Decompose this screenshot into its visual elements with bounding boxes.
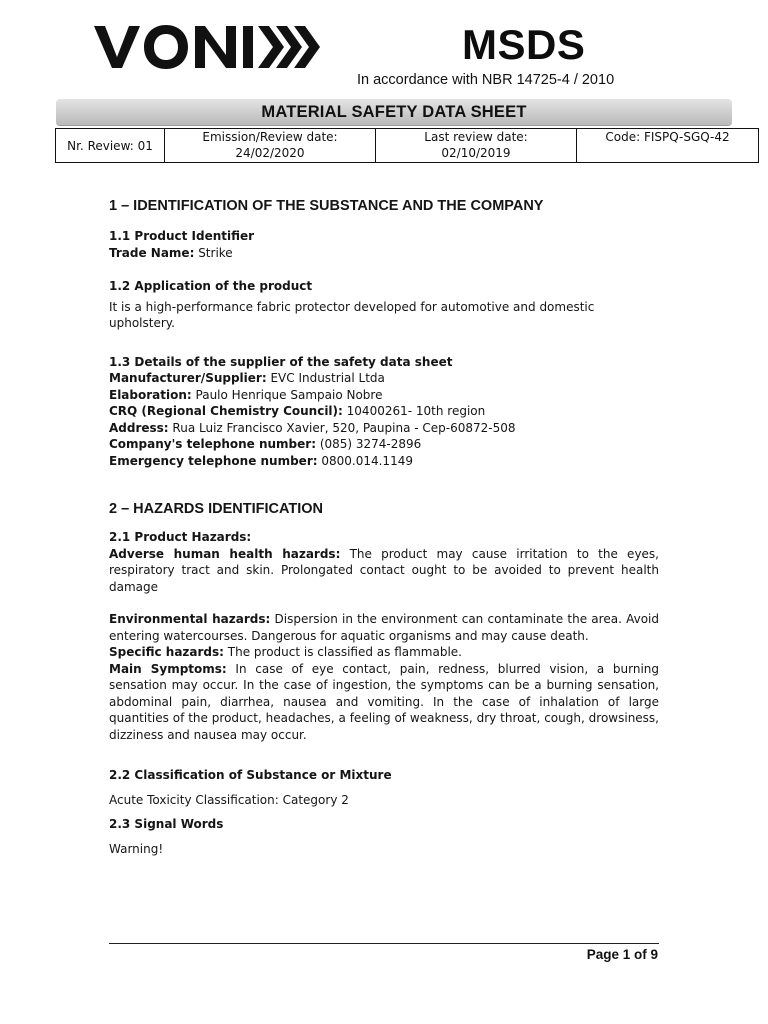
document-title: MSDS (462, 21, 586, 68)
specific-hazards-value: The product is classified as flammable. (223, 645, 462, 659)
address-label: Address: (109, 420, 169, 435)
application-text: It is a high-performance fabric protector developed for automotive and domestic upholstery. (109, 299, 595, 330)
emission-date-label: Emission/Review date: (202, 130, 338, 144)
review-number: Nr. Review: 01 (56, 129, 165, 163)
environmental-hazards-text (109, 611, 659, 644)
elaboration-line (109, 387, 659, 404)
environmental-hazards-value: Dispersion in the environment can contaminate the area. Avoid entering watercourses. Dangerous for aquatic organisms and may cause death. (109, 612, 660, 643)
emergency-phone-label: Emergency telephone number: (109, 453, 318, 468)
trade-name-value: Strike (194, 245, 233, 260)
crq-label: CRQ (Regional Chemistry Council): (109, 404, 343, 418)
company-phone-value: (085) 3274-2896 (316, 437, 422, 451)
specific-hazards-label: Specific hazards: (109, 645, 224, 659)
section-2-heading: 2 – HAZARDS IDENTIFICATION (109, 501, 324, 517)
elaboration-value: Paulo Henrique Sampaio Nobre (191, 387, 383, 402)
adverse-hazards-label: Adverse human health hazards: (109, 546, 341, 561)
document-code: Code: FISPQ-SGQ-42 (577, 129, 759, 163)
address-value: Rua Luiz Francisco Xavier, 520, Paupina - Cep-60872-508 (168, 420, 516, 435)
trade-name-label: Trade Name: (109, 245, 195, 260)
classification-title: 2.2 Classification of Substance or Mixture (109, 768, 392, 782)
classification-text: Acute Toxicity Classification: Category 2 (109, 792, 349, 807)
manufacturer-label: Manufacturer/Supplier: (109, 371, 267, 385)
footer-divider (109, 943, 659, 944)
manufacturer-line (109, 370, 659, 387)
adverse-hazards-text (109, 546, 659, 596)
product-hazards-title: 2.1 Product Hazards: (109, 530, 252, 544)
adverse-hazards-value: The product may cause irritation to the eyes, respiratory tract and skin. Prolongated contact ought to be avoided to prevent health damage (109, 546, 659, 594)
emission-date-cell (165, 129, 376, 163)
section-1-heading: 1 – IDENTIFICATION OF THE SUBSTANCE AND THE COMPANY (109, 198, 544, 214)
last-review-label: Last review date: (424, 130, 528, 144)
document-body (109, 196, 659, 857)
main-symptoms-label: Main Symptoms: (109, 661, 227, 676)
crq-line (109, 403, 659, 420)
environmental-hazards-label: Environmental hazards: (109, 612, 271, 626)
signal-words-title: 2.3 Signal Words (109, 817, 224, 831)
elaboration-label: Elaboration: (109, 387, 192, 402)
standard-reference: In accordance with NBR 14725-4 / 2010 (357, 72, 615, 88)
company-phone-label: Company's telephone number: (109, 437, 316, 451)
main-symptoms-value: In case of eye contact, pain, redness, blurred vision, a burning sensation may occur. In the case of ingestion, the symptoms can be a burning sensation, abdominal pain, diarrhea, nausea and vomiting. In the case of inhalation of large quantities of the product, headaches, a feeling of weakness, dry throat, cough, drowsiness, dizziness and nausea may occur. (109, 661, 659, 742)
emergency-phone-value: 0800.014.1149 (317, 453, 413, 468)
crq-value: 10400261- 10th region (342, 404, 486, 418)
last-review-cell (376, 129, 577, 163)
manufacturer-value: EVC Industrial Ltda (266, 371, 385, 385)
trade-name-line (109, 245, 659, 262)
page-number: Page 1 of 9 (586, 947, 658, 962)
company-phone-line (109, 436, 659, 453)
vonixx-logo (94, 24, 320, 70)
last-review-value: 02/10/2019 (441, 146, 511, 160)
supplier-details-title: 1.3 Details of the supplier of the safety data sheet (109, 354, 453, 369)
banner-title: MATERIAL SAFETY DATA SHEET (261, 103, 527, 121)
main-symptoms-text (109, 661, 659, 744)
signal-words-text: Warning! (109, 841, 164, 856)
emergency-phone-line (109, 453, 659, 470)
specific-hazards-text (109, 644, 659, 661)
address-line (109, 420, 659, 437)
emission-date-value: 24/02/2020 (235, 146, 305, 160)
application-title: 1.2 Application of the product (109, 279, 313, 293)
review-table (55, 128, 759, 163)
product-identifier-title: 1.1 Product Identifier (109, 229, 255, 243)
